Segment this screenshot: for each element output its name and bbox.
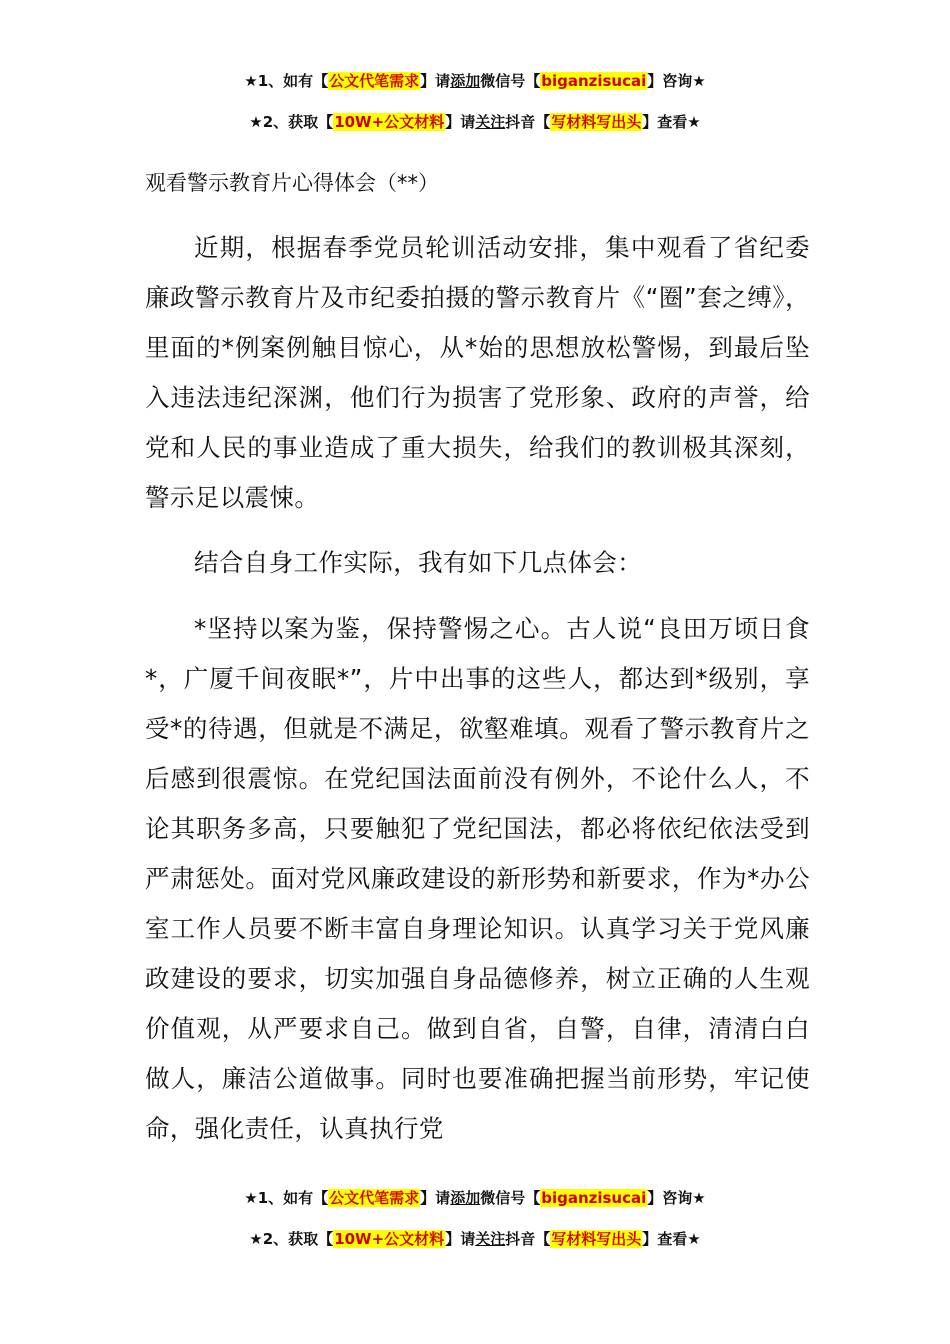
promo-text: 抖音【 bbox=[505, 1230, 551, 1248]
highlight-text: 10W+公文材料 bbox=[334, 1230, 445, 1248]
highlight-text: 公文代笔需求 bbox=[329, 1189, 420, 1207]
highlight-text: 公文代笔需求 bbox=[329, 72, 420, 90]
promo-text: 】请 bbox=[420, 1189, 451, 1207]
paragraph-intro: 近期，根据春季党员轮训活动安排，集中观看了省纪委廉政警示教育片及市纪委拍摄的警示教育片《“圈”套之缚》，里面的*例案例触目惊心，从*始的思想放松警惕，到最后坠入违法违纪深渊，他们行为损害了党形象、政府的声誉，给党和人民的事业造成了重大损失，给我们的教训极其深刻，警示足以震悚。 bbox=[145, 233, 810, 512]
promo-footer-line-1 bbox=[0, 1187, 950, 1209]
promo-text: ★2、获取【 bbox=[249, 1230, 334, 1248]
paragraph-lead: 结合自身工作实际，我有如下几点体会： bbox=[194, 548, 643, 577]
wechat-id: biganzisucai bbox=[541, 72, 647, 90]
promo-text: 】请 bbox=[420, 72, 451, 90]
promo-text: 】咨询★ bbox=[647, 1189, 706, 1207]
promo-footer-line-2 bbox=[0, 1228, 950, 1250]
document-title: 观看警示教育片心得体会（**） bbox=[145, 171, 439, 195]
promo-text: 】请 bbox=[445, 1230, 476, 1248]
highlight-text: 10W+公文材料 bbox=[334, 113, 445, 131]
promo-line-2 bbox=[0, 111, 950, 133]
paragraph-point-1: *坚持以案为鉴，保持警惕之心。古人说“良田万顷日食*，广厦千间夜眠*”，片中出事的这些人，都达到*级别，享受*的待遇，但就是不满足，欲壑难填。观看了警示教育片之后感到很震惊。在党纪国法面前没有例外，不论什么人，不论其职务多高，只要触犯了党纪国法，都必将依纪依法受到严肃惩处。面对党风廉政建设的新形势和新要求，作为*办公室工作人员要不断丰富自身理论知识。认真学习关于党风廉政建设的要求，切实加强自身品德修养，树立正确的人生观价值观，从严要求自己。做到自省，自警，自律，清清白白做人，廉洁公道做事。同时也要准确把握当前形势，牢记使命，强化责任，认真执行党 bbox=[145, 614, 810, 1143]
promo-text: ★1、如有【 bbox=[244, 72, 329, 90]
douyin-account: 写材料写出头 bbox=[551, 1230, 642, 1248]
promo-line-1 bbox=[0, 70, 950, 92]
wechat-id: biganzisucai bbox=[541, 1189, 647, 1207]
douyin-account: 写材料写出头 bbox=[551, 113, 642, 131]
promo-text: 】咨询★ bbox=[647, 72, 706, 90]
promo-text: 微信号【 bbox=[480, 1189, 541, 1207]
promo-text: 抖音【 bbox=[505, 113, 551, 131]
promo-text: 】查看★ bbox=[642, 113, 701, 131]
underlined-text: 添加 bbox=[450, 72, 481, 90]
promo-text: 】查看★ bbox=[642, 1230, 701, 1248]
promo-text: 】请 bbox=[445, 113, 476, 131]
underlined-text: 关注 bbox=[475, 113, 506, 131]
promo-text: ★2、获取【 bbox=[249, 113, 334, 131]
promo-text: 微信号【 bbox=[480, 72, 541, 90]
underlined-text: 添加 bbox=[450, 1189, 481, 1207]
underlined-text: 关注 bbox=[475, 1230, 506, 1248]
promo-text: ★1、如有【 bbox=[244, 1189, 329, 1207]
